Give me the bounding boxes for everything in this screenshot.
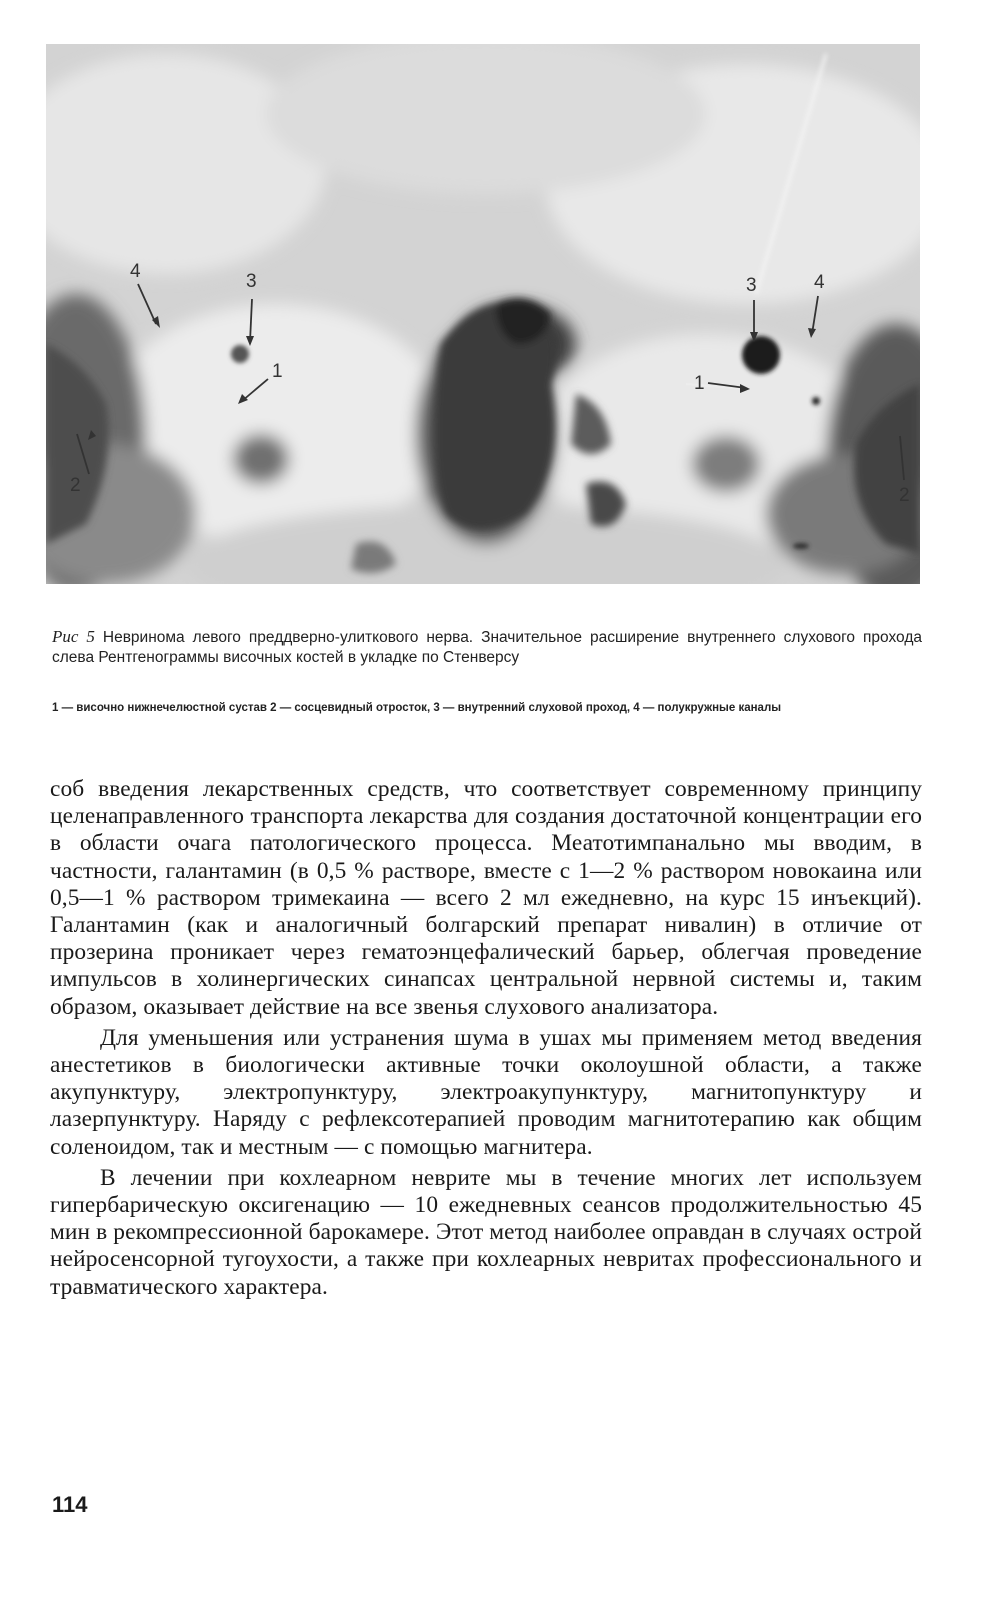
svg-text:1: 1 [272, 361, 283, 382]
svg-text:2: 2 [899, 485, 910, 506]
svg-text:3: 3 [746, 275, 757, 296]
figure-legend: 1 — височно нижнечелюстной сустав 2 — сосцевидный отросток, 3 — внутренний слуховой проход, 4 — полукружные каналы [52, 702, 782, 714]
svg-text:4: 4 [814, 272, 825, 293]
xray-image [46, 44, 920, 584]
paragraph-2: Для уменьшения или устранения шума в ушах мы применяем метод введения анестетиков в биологически активные точки околоушной области, а также акупунктуру, электропунктуру, электроакупунктуру, магнитопунктуру и лазерпунктуру. Наряду с рефлексотерапией проводим магнитотерапию как общим соленоидом, так и местным — с помощью магнитера. [50, 1024, 922, 1160]
paragraph-3: В лечении при кохлеарном неврите мы в течение многих лет используем гипербарическую оксигенацию — 10 ежедневных сеансов продолжительностью 45 мин в рекомпрессионной барокамере. Этот метод наиболее оправдан в случаях острой нейросенсорной тугоухости, а также при кохлеарных невритах профессионального и травматического характера. [50, 1164, 922, 1300]
figure-caption [52, 627, 922, 668]
figure-number: Рис 5 [52, 627, 95, 646]
svg-text:4: 4 [130, 261, 141, 282]
body-text [50, 776, 922, 1305]
svg-text:1: 1 [694, 373, 705, 394]
page-number: 114 [52, 1492, 88, 1517]
figure-caption-text: Невринома левого преддверно-улиткового нерва. Значительное расширение внутреннего слухового прохода слева Рентгенограммы височных костей в укладке по Стенверсу [52, 629, 923, 666]
paragraph-1: соб введения лекарственных средств, что соответствует современному принципу целенаправленного транспорта лекарства для создания достаточной концентрации его в области очага патологического процесса. Меатотимпанально мы вводим, в частности, галантамин (в 0,5 % растворе, вместе с 1—2 % раствором новокаина или 0,5—1 % раствором тримекаина — всего 2 мл ежедневно, на курс 15 инъекций). Галантамин (как и аналогичный болгарский препарат нивалин) в отличие от прозерина проникает через гематоэнцефалический барьер, облегчая проведение импульсов в холинергических синапсах центральной нервной системы и, таким образом, оказывает действие на все звенья слухового анализатора. [50, 776, 922, 1020]
xray-figure [46, 44, 920, 584]
svg-text:3: 3 [246, 271, 257, 292]
svg-text:2: 2 [70, 475, 81, 496]
